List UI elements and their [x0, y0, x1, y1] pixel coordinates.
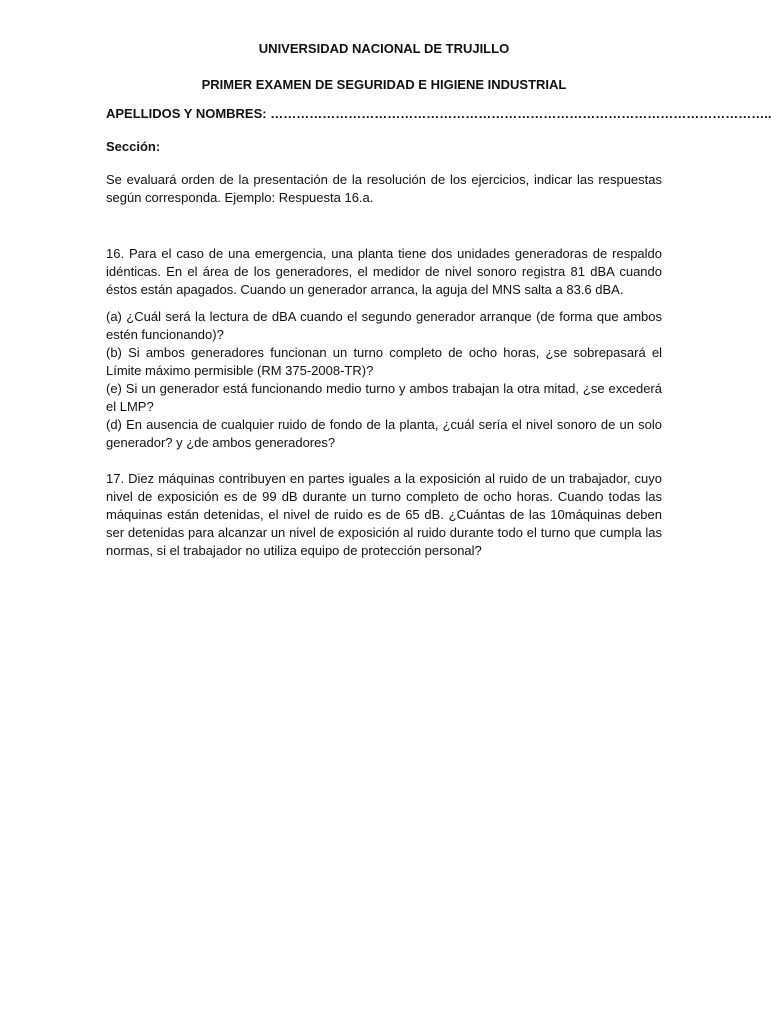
university-title: UNIVERSIDAD NACIONAL DE TRUJILLO [258, 41, 510, 56]
question-16-parts [106, 308, 662, 452]
question-16-part-a: (a) ¿Cuál será la lectura de dBA cuando el segundo generador arranque (de forma que ambos estén funcionando)? [106, 309, 662, 342]
document-content [106, 40, 771, 560]
question-16-part-d: (d) En ausencia de cualquier ruido de fondo de la planta, ¿cuál sería el nivel sonoro de un solo generador? y ¿de ambos generadores? [106, 417, 662, 450]
exam-title: PRIMER EXAMEN DE SEGURIDAD E HIGIENE INDUSTRIAL [201, 77, 567, 92]
section-label: Sección: [106, 139, 161, 154]
question-17-statement: 17. Diez máquinas contribuyen en partes iguales a la exposición al ruido de un trabajador, cuyo nivel de exposición es de 99 dB durante un turno completo de ocho horas. Cuando todas las máquinas están detenidas, el nivel de ruido es de 65 dB. ¿Cuántas de las 10máquinas deben ser detenidas para alcanzar un nivel de exposición al ruido durante todo el turno que cumpla las normas, si el trabajador no utiliza equipo de protección personal? [106, 471, 662, 558]
question-16-statement: 16. Para el caso de una emergencia, una planta tiene dos unidades generadoras de respaldo idénticas. En el área de los generadores, el medidor de nivel sonoro registra 81 dBA cuando éstos están apagados. Cuando un generador arranca, la aguja del MNS salta a 83.6 dBA. [106, 246, 662, 297]
question-16-part-b: (b) Si ambos generadores funcionan un turno completo de ocho horas, ¿se sobrepasará el Límite máximo permisible (RM 375-2008-TR)? [106, 345, 662, 378]
question-16-part-e: (e) Si un generador está funcionando medio turno y ambos trabajan la otra mitad, ¿se excederá el LMP? [106, 381, 662, 414]
instructions-paragraph: Se evaluará orden de la presentación de la resolución de los ejercicios, indicar las respuestas según corresponda. Ejemplo: Respuesta 16.a. [106, 172, 662, 205]
student-name-line: APELLIDOS Y NOMBRES: …………………………………………………………………………………………………….. [106, 106, 771, 121]
